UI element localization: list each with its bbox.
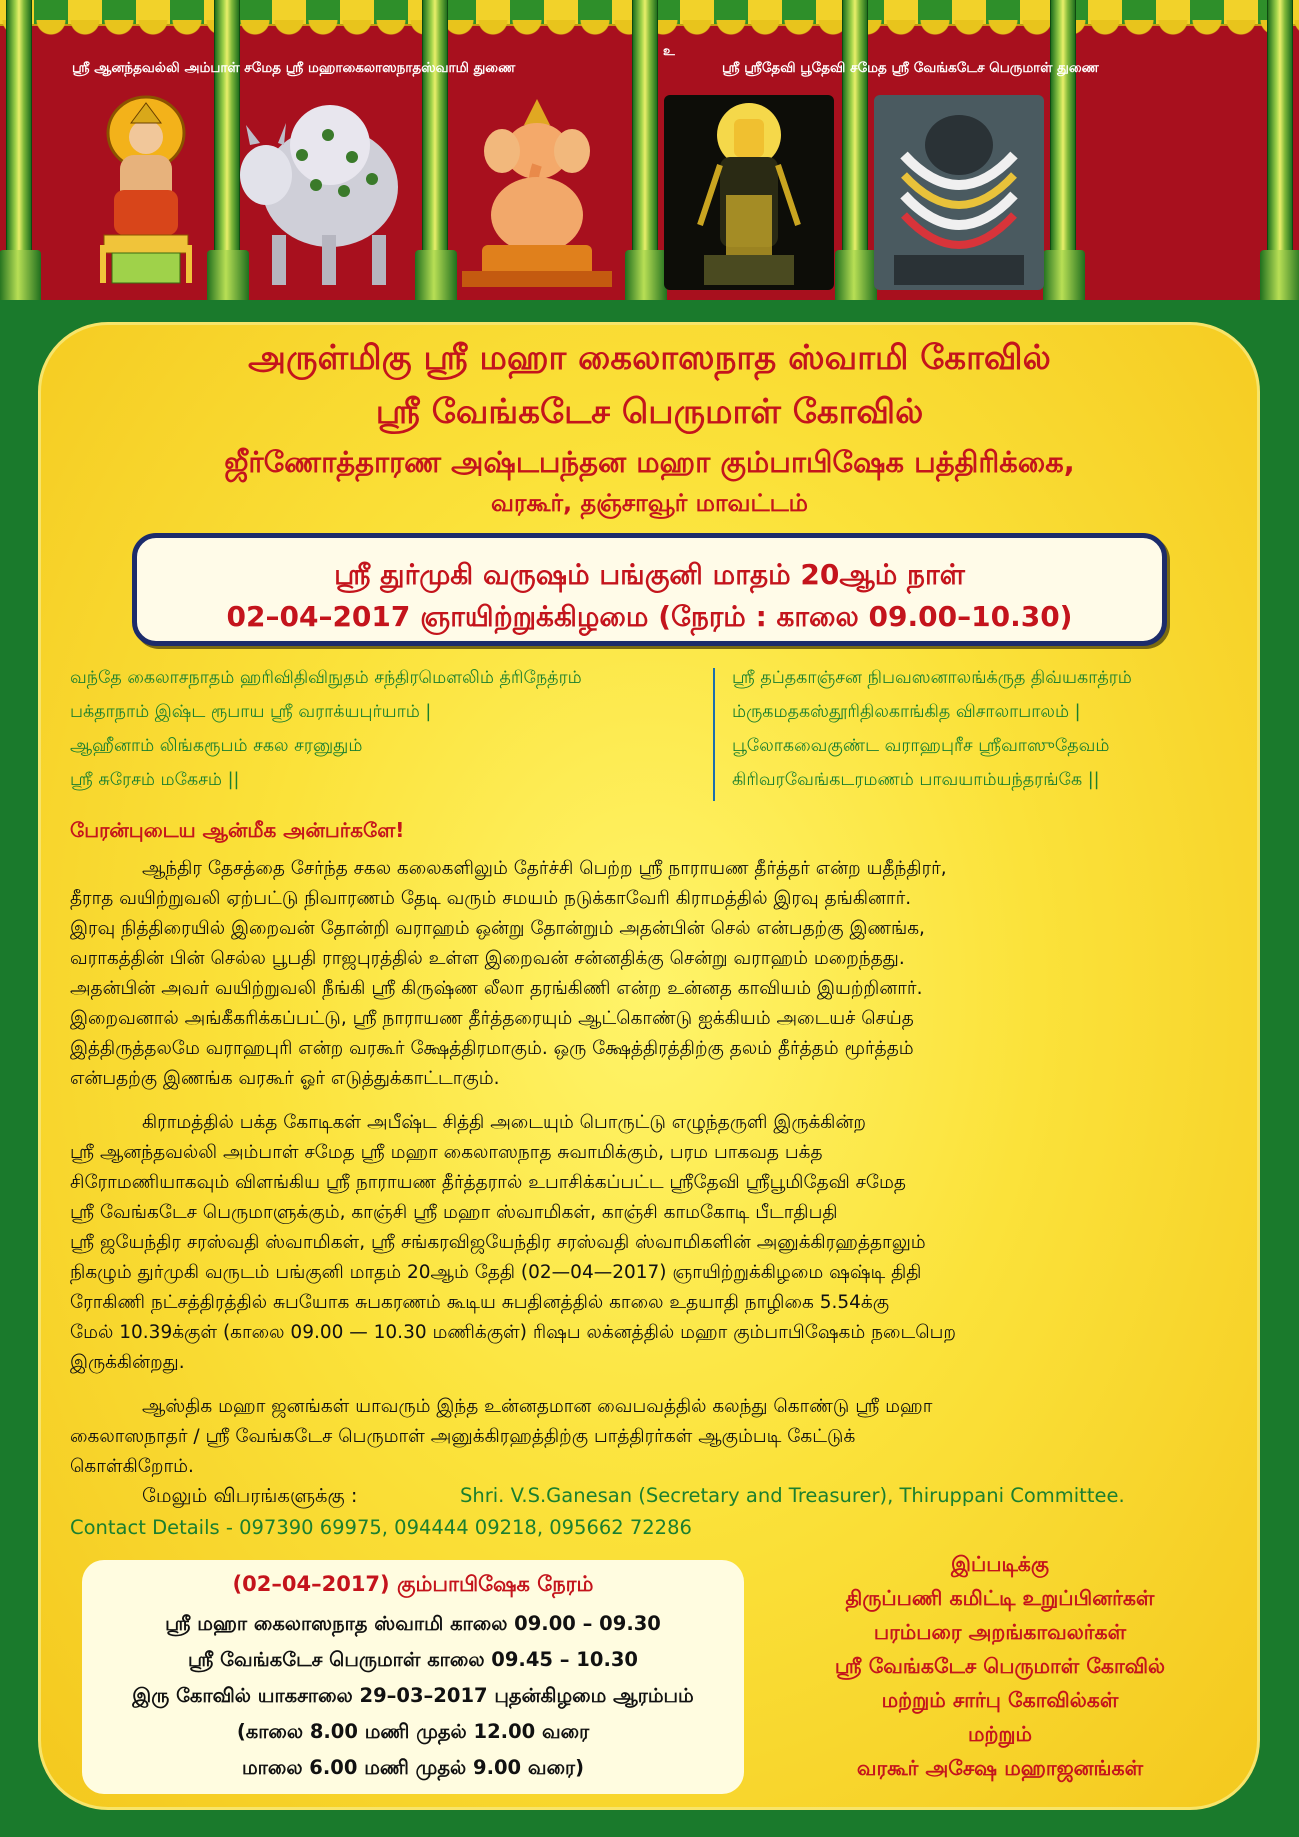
signoff-line: ஸ்ரீ வேங்கடேச பெருமாள் கோவில் <box>834 1654 1166 1678</box>
sloka-left-line: ஸ்ரீ சுரேசம் மகேசம் || <box>70 770 240 790</box>
time-box-title: (02–04–2017) கும்பாபிஷேக நேரம் <box>232 1572 594 1596</box>
paragraph-line: கைலாஸநாதர் / ஸ்ரீ வேங்கடேச பெருமாள் அனுக்கிரஹத்திற்கு பாத்திரர்கள் ஆகும்படி கேட்டுக் <box>70 1426 856 1447</box>
nandi-deity-image <box>232 95 408 290</box>
contact-prefix: மேலும் விபரங்களுக்கு : <box>142 1484 358 1507</box>
paragraph-line: கொள்கிறோம். <box>70 1456 194 1477</box>
time-box-line: ஸ்ரீ வேங்கடேச பெருமாள் காலை 09.45 – 10.30 <box>188 1648 638 1671</box>
venkatesa-perumal-deity-image <box>664 95 834 290</box>
greeting: பேரன்புடைய ஆன்மீக அன்பர்களே! <box>70 818 405 842</box>
paragraph-line: அதன்பின் அவர் வயிற்றுவலி நீங்கி ஸ்ரீ கிருஷ்ண லீலா தரங்கிணி என்ற உன்னத காவியம் இயற்றினார். <box>70 978 923 999</box>
tamil-date: ஸ்ரீ துர்முகி வருஷம் பங்குனி மாதம் 20ஆம் நாள் <box>334 558 965 591</box>
location-title: வரகூர், தஞ்சாவூர் மாவட்டம் <box>491 489 808 517</box>
time-box-line: (காலை 8.00 மணி முதல் 12.00 வரை <box>236 1720 590 1743</box>
signoff-line: மற்றும் <box>967 1722 1033 1746</box>
ayyappan-deity-image <box>86 95 206 290</box>
paragraph-line: இருக்கின்றது. <box>70 1352 185 1373</box>
ganesha-deity-image <box>452 95 622 290</box>
blessing-right: ஸ்ரீ ஸ்ரீதேவி பூதேவி சமேத ஸ்ரீ வேங்கடேச பெருமாள் துணை <box>722 60 1099 76</box>
sloka-left-line: ஆஹீனாம் லிங்கரூபம் சகல சரனுதும் <box>70 736 363 756</box>
event-date-time: 02–04–2017 ஞாயிற்றுக்கிழமை (நேரம் : காலை 09.00–10.30) <box>226 600 1073 633</box>
invitation-title: ஜீர்ணோத்தாரண அஷ்டபந்தன மஹா கும்பாபிஷேக பத்திரிக்கை, <box>224 445 1075 479</box>
sloka-right-line: பூலோகவைகுண்ட வராஹபுரீச ஸ்ரீவாஸுதேவம் <box>732 736 1110 756</box>
paragraph-line: கிராமத்தில் பக்த கோடிகள் அபீஷ்ட சித்தி அடையும் பொருட்டு எழுந்தருளி இருக்கின்ற <box>142 1112 866 1133</box>
pillar <box>1050 0 1076 300</box>
paragraph-line: இத்திருத்தலமே வராஹபுரி என்ற வரகூர் க்ஷேத்திரமாகும். ஒரு க்ஷேத்திரத்திற்கு தலம் தீர்த்தம் மூர்த்தம் <box>70 1038 914 1059</box>
temple-title-1: அருள்மிகு ஸ்ரீ மஹா கைலாஸநாத ஸ்வாமி கோவில் <box>248 338 1051 378</box>
paragraph-line: நிகழும் துர்முகி வருடம் பங்குனி மாதம் 20ஆம் தேதி (02—04—2017) ஞாயிற்றுக்கிழமை ஷஷ்டி திதி <box>70 1262 922 1283</box>
paragraph-line: சிரோமணியாகவும் விளங்கிய ஸ்ரீ நாராயண தீர்த்தரால் உபாசிக்கப்பட்ட ஸ்ரீதேவி ஸ்ரீபூமிதேவி சமேத <box>70 1172 906 1193</box>
kumbabishekam-time-box <box>82 1560 744 1794</box>
time-box-line: இரு கோவில் யாகசாலை 29–03–2017 புதன்கிழமை ஆரம்பம் <box>132 1684 694 1707</box>
paragraph-line: ரோகிணி நட்சத்திரத்தில் சுபயோக சுபகரணம் கூடிய சுபதினத்தில் காலை உதயாதி நாழிகை 5.54க்கு <box>70 1292 890 1313</box>
paragraph-line: ஆஸ்திக மஹா ஜனங்கள் யாவரும் இந்த உன்னதமான வைபவத்தில் கலந்து கொண்டு ஸ்ரீ மஹா <box>142 1396 933 1417</box>
signoff-line: பரம்பரை அறங்காவலர்கள் <box>873 1620 1127 1644</box>
sloka-right-line: ம்ருகமதகஸ்தூரிதிலகாங்கித விசாலாபாலம் | <box>732 702 1081 722</box>
paragraph-line: இறைவனால் அங்கீகரிக்கப்பட்டு, ஸ்ரீ நாராயண தீர்த்தரையும் ஆட்கொண்டு ஐக்கியம் அடையச் செய்த <box>70 1008 914 1029</box>
contact-details: Contact Details - 097390 69975, 094444 09218, 095662 72286 <box>70 1516 692 1539</box>
signoff-line: மற்றும் சார்பு கோவில்கள் <box>881 1688 1119 1712</box>
kailasanathar-lingam-image <box>874 95 1044 290</box>
date-box <box>132 533 1167 646</box>
paragraph-line: ஆந்திர தேசத்தை சேர்ந்த சகல கலைகளிலும் தேர்ச்சி பெற்ற ஸ்ரீ நாராயண தீர்த்தர் என்ற யதீந்திரர், <box>142 858 947 879</box>
paragraph-line: ஸ்ரீ வேங்கடேச பெருமாளுக்கும், காஞ்சி ஸ்ரீ மஹா ஸ்வாமிகள், காஞ்சி காமகோடி பீடாதிபதி <box>70 1202 838 1223</box>
contact-person: Shri. V.S.Ganesan (Secretary and Treasurer), Thiruppani Committee. <box>460 1484 1125 1507</box>
pillar <box>1267 0 1293 300</box>
sloka-left-line: பக்தாநாம் இஷ்ட ரூபாய ஸ்ரீ வராக்யபுர்யாம் | <box>70 702 432 722</box>
sloka-divider <box>713 668 715 801</box>
sloka-right-line: கிரிவரவேங்கடரமணம் பாவயாம்யந்தரங்கே || <box>732 770 1100 790</box>
paragraph-line: மேல் 10.39க்குள் (காலை 09.00 — 10.30 மணிக்குள்) ரிஷப லக்னத்தில் மஹா கும்பாபிஷேகம் நடைபெற <box>70 1322 957 1343</box>
signoff-line: இப்படிக்கு <box>951 1552 1049 1576</box>
signoff-line: வரகூர் அசேஷ மஹாஜனங்கள் <box>856 1756 1144 1780</box>
paragraph-line: வராகத்தின் பின் செல்ல பூபதி ராஜபுரத்தில் உள்ள இறைவன் சன்னதிக்கு சென்று வராஹம் மறைந்தது. <box>70 948 905 969</box>
pillar <box>6 0 32 300</box>
paragraph-line: ஸ்ரீ ஆனந்தவல்லி அம்பாள் சமேத ஸ்ரீ மஹா கைலாஸநாத சுவாமிக்கும், பரம பாகவத பக்த <box>70 1142 823 1163</box>
time-box-line: ஸ்ரீ மஹா கைலாஸநாத ஸ்வாமி காலை 09.00 – 09.30 <box>165 1612 661 1635</box>
temple-title-2: ஸ்ரீ வேங்கடேச பெருமாள் கோவில் <box>375 392 924 432</box>
paragraph-line: ஸ்ரீ ஜயேந்திர சரஸ்வதி ஸ்வாமிகள், ஸ்ரீ சங்கரவிஜயேந்திர சரஸ்வதி ஸ்வாமிகளின் அனுக்கிரஹத்தாலும் <box>70 1232 926 1253</box>
pillar <box>842 0 868 300</box>
pillaiyar-suzhi: உ <box>663 44 675 59</box>
sloka-left-line: வந்தே கைலாசநாதம் ஹரிவிதிவிநுதம் சந்திரமௌலிம் த்ரிநேத்ரம் <box>70 668 582 688</box>
pillar <box>422 0 448 300</box>
pillar <box>632 0 658 300</box>
sloka-right-line: ஸ்ரீ தப்தகாஞ்சன நிபவஸனாலங்க்ருத திவ்யகாத்ரம் <box>732 668 1132 688</box>
paragraph-line: இரவு நித்திரையில் இறைவன் தோன்றி வராஹம் ஒன்று தோன்றும் அதன்பின் செல் என்பதற்கு இணங்க, <box>70 918 925 939</box>
paragraph-line: என்பதற்கு இணங்க வரகூர் ஓர் எடுத்துக்காட்டாகும். <box>70 1068 500 1089</box>
paragraph-line: தீராத வயிற்றுவலி ஏற்பட்டு நிவாரணம் தேடி வரும் சமயம் நடுக்காவேரி கிராமத்தில் இரவு தங்கினார். <box>70 888 912 909</box>
temple-canopy-header <box>0 0 1299 300</box>
blessing-left: ஸ்ரீ ஆனந்தவல்லி அம்பாள் சமேத ஸ்ரீ மஹாகைலாஸநாதஸ்வாமி துணை <box>72 60 516 76</box>
signoff-line: திருப்பணி கமிட்டி உறுப்பினர்கள் <box>845 1586 1155 1610</box>
time-box-line: மாலை 6.00 மணி முதல் 9.00 வரை) <box>241 1756 585 1779</box>
